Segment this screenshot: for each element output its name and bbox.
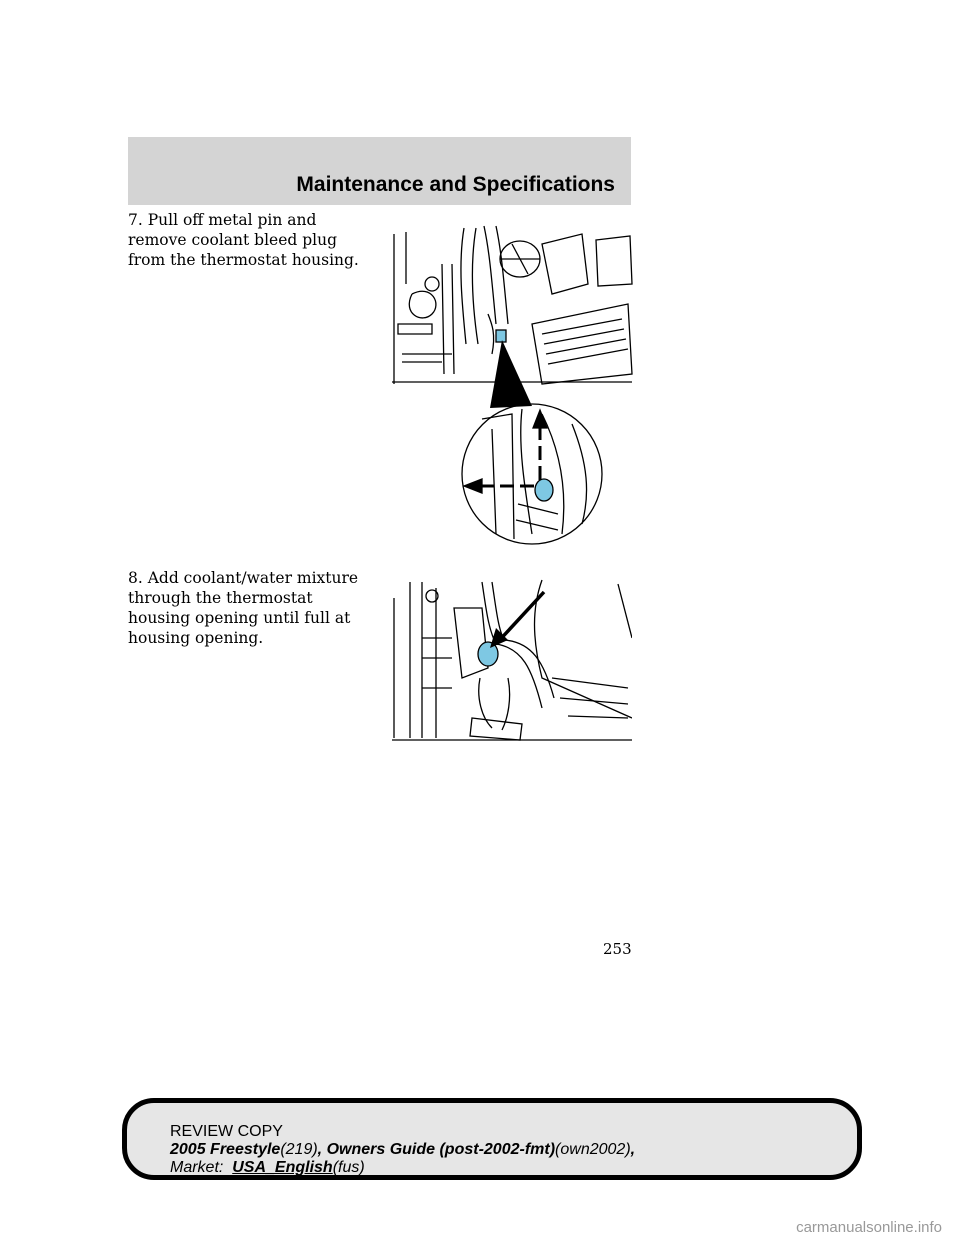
section-title: Maintenance and Specifications xyxy=(296,173,615,196)
market-value: USA_English xyxy=(232,1159,333,1176)
document-identifier-line xyxy=(170,1141,635,1159)
page-number: 253 xyxy=(603,940,632,958)
vehicle-name: 2005 Freestyle xyxy=(170,1141,281,1158)
review-copy-text xyxy=(170,1123,635,1177)
separator: , xyxy=(630,1141,636,1158)
thermostat-housing-opening-illustration xyxy=(392,578,632,743)
guide-name: Owners Guide (post-2002-fmt) xyxy=(326,1141,556,1158)
market-code: (fus) xyxy=(332,1159,365,1176)
separator: , xyxy=(317,1141,327,1158)
thermostat-bleed-plug-illustration xyxy=(392,224,636,546)
step-8-text: 8. Add coolant/water mixture through the thermostat housing opening until full at housing opening. xyxy=(128,569,359,647)
review-copy-footer xyxy=(122,1098,862,1180)
market-label: Market: xyxy=(170,1159,224,1176)
guide-code: (own2002) xyxy=(555,1141,631,1158)
market-line xyxy=(170,1159,635,1177)
section-header-bar xyxy=(128,137,631,205)
review-copy-label: REVIEW COPY xyxy=(170,1123,283,1140)
vehicle-code: (219) xyxy=(280,1141,318,1158)
step-7-text: 7. Pull off metal pin and remove coolant bleed plug from the thermostat housing. xyxy=(128,211,359,269)
watermark: carmanualsonline.info xyxy=(796,1219,942,1236)
